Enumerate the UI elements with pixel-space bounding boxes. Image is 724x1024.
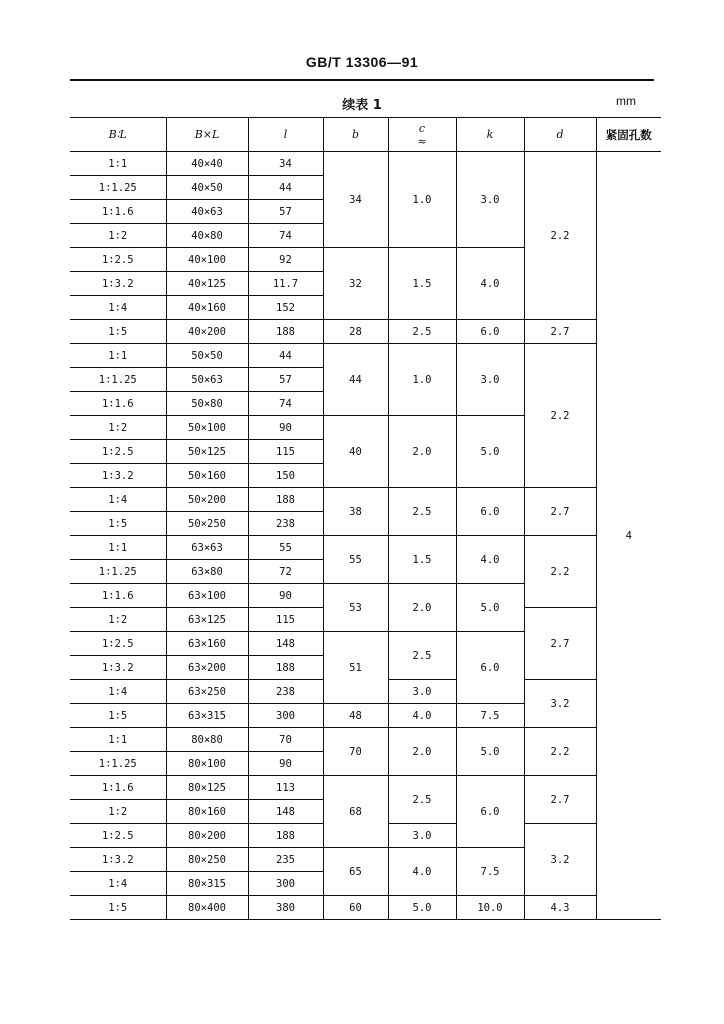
b-cell: 38 — [323, 488, 388, 536]
k-cell: 4.0 — [456, 248, 524, 320]
ratio-cell: 1∶2 — [70, 224, 166, 248]
k-cell: 10.0 — [456, 896, 524, 920]
b-cell: 65 — [323, 848, 388, 896]
c-cell: 4.0 — [388, 848, 456, 896]
col-header-k: k — [456, 118, 524, 152]
size-cell: 40×200 — [166, 320, 248, 344]
d-cell: 2.7 — [524, 776, 596, 824]
l-cell: 238 — [248, 512, 323, 536]
size-cell: 80×125 — [166, 776, 248, 800]
ratio-cell: 1∶3.2 — [70, 848, 166, 872]
l-cell: 57 — [248, 200, 323, 224]
size-cell: 80×250 — [166, 848, 248, 872]
size-cell: 80×100 — [166, 752, 248, 776]
b-cell: 60 — [323, 896, 388, 920]
l-cell: 72 — [248, 560, 323, 584]
l-cell: 188 — [248, 488, 323, 512]
ratio-cell: 1∶1.6 — [70, 200, 166, 224]
b-cell: 68 — [323, 776, 388, 848]
d-cell: 2.2 — [524, 344, 596, 488]
b-cell: 53 — [323, 584, 388, 632]
table-caption: 续表 1 — [342, 98, 382, 113]
l-cell: 150 — [248, 464, 323, 488]
size-cell: 40×50 — [166, 176, 248, 200]
ratio-cell: 1∶2.5 — [70, 440, 166, 464]
size-cell: 50×200 — [166, 488, 248, 512]
c-cell: 2.5 — [388, 632, 456, 680]
b-cell: 40 — [323, 416, 388, 488]
d-cell: 2.7 — [524, 488, 596, 536]
d-cell: 2.7 — [524, 608, 596, 680]
l-cell: 188 — [248, 320, 323, 344]
c-cell: 4.0 — [388, 704, 456, 728]
k-cell: 5.0 — [456, 416, 524, 488]
col-header-b: b — [323, 118, 388, 152]
b-cell: 48 — [323, 704, 388, 728]
col-header-c — [388, 118, 456, 152]
k-cell: 7.5 — [456, 704, 524, 728]
ratio-cell: 1∶1 — [70, 344, 166, 368]
k-cell: 7.5 — [456, 848, 524, 896]
table-row — [70, 776, 661, 800]
d-cell: 3.2 — [524, 680, 596, 728]
d-cell: 3.2 — [524, 824, 596, 896]
ratio-cell: 1∶3.2 — [70, 272, 166, 296]
size-cell: 50×125 — [166, 440, 248, 464]
table-row — [70, 536, 661, 560]
header-rule — [70, 79, 654, 81]
c-cell: 1.0 — [388, 152, 456, 248]
size-cell: 50×100 — [166, 416, 248, 440]
b-cell: 34 — [323, 152, 388, 248]
ratio-cell: 1∶1.6 — [70, 776, 166, 800]
l-cell: 188 — [248, 824, 323, 848]
ratio-cell: 1∶1.25 — [70, 560, 166, 584]
ratio-cell: 1∶5 — [70, 704, 166, 728]
l-cell: 188 — [248, 656, 323, 680]
size-cell: 50×80 — [166, 392, 248, 416]
k-cell: 3.0 — [456, 344, 524, 416]
l-cell: 44 — [248, 176, 323, 200]
l-cell: 34 — [248, 152, 323, 176]
ratio-cell: 1∶3.2 — [70, 464, 166, 488]
table-body — [70, 152, 661, 920]
l-cell: 74 — [248, 392, 323, 416]
b-cell: 51 — [323, 632, 388, 704]
ratio-cell: 1∶2.5 — [70, 632, 166, 656]
ratio-cell: 1∶3.2 — [70, 656, 166, 680]
l-cell: 115 — [248, 608, 323, 632]
size-cell: 50×63 — [166, 368, 248, 392]
b-cell: 32 — [323, 248, 388, 320]
ratio-cell: 1∶2 — [70, 608, 166, 632]
l-cell: 380 — [248, 896, 323, 920]
d-cell: 2.7 — [524, 320, 596, 344]
b-cell: 55 — [323, 536, 388, 584]
c-cell: 2.5 — [388, 488, 456, 536]
c-cell: 1.5 — [388, 536, 456, 584]
c-cell: 2.0 — [388, 728, 456, 776]
ratio-cell: 1∶1.6 — [70, 392, 166, 416]
table-row — [70, 896, 661, 920]
b-cell: 28 — [323, 320, 388, 344]
size-cell: 80×400 — [166, 896, 248, 920]
size-cell: 80×315 — [166, 872, 248, 896]
k-cell: 3.0 — [456, 152, 524, 248]
ratio-cell: 1∶4 — [70, 296, 166, 320]
size-cell: 40×125 — [166, 272, 248, 296]
l-cell: 57 — [248, 368, 323, 392]
ratio-cell: 1∶2.5 — [70, 824, 166, 848]
l-cell: 148 — [248, 632, 323, 656]
ratio-cell: 1∶4 — [70, 872, 166, 896]
col-header-d: d — [524, 118, 596, 152]
l-cell: 44 — [248, 344, 323, 368]
size-cell: 63×100 — [166, 584, 248, 608]
size-cell: 80×200 — [166, 824, 248, 848]
d-cell: 4.3 — [524, 896, 596, 920]
size-cell: 80×80 — [166, 728, 248, 752]
k-cell: 6.0 — [456, 632, 524, 704]
ratio-cell: 1∶1 — [70, 152, 166, 176]
ratio-cell: 1∶2 — [70, 800, 166, 824]
k-cell: 4.0 — [456, 536, 524, 584]
ratio-cell: 1∶1.25 — [70, 752, 166, 776]
l-cell: 90 — [248, 416, 323, 440]
size-cell: 63×160 — [166, 632, 248, 656]
k-cell: 5.0 — [456, 584, 524, 632]
holes-cell: 4 — [596, 152, 661, 920]
ratio-cell: 1∶1.25 — [70, 176, 166, 200]
l-cell: 74 — [248, 224, 323, 248]
table-row — [70, 152, 661, 176]
size-cell: 63×63 — [166, 536, 248, 560]
d-cell: 2.2 — [524, 152, 596, 320]
unit-label: mm — [616, 94, 636, 108]
l-cell: 113 — [248, 776, 323, 800]
k-cell: 6.0 — [456, 488, 524, 536]
standard-number-header: GB/T 13306—91 — [305, 54, 419, 70]
c-cell: 1.0 — [388, 344, 456, 416]
b-cell: 44 — [323, 344, 388, 416]
size-cell: 63×200 — [166, 656, 248, 680]
table-row — [70, 344, 661, 368]
size-cell: 63×250 — [166, 680, 248, 704]
l-cell: 70 — [248, 728, 323, 752]
size-cell: 63×315 — [166, 704, 248, 728]
size-cell: 80×160 — [166, 800, 248, 824]
ratio-cell: 1∶2.5 — [70, 248, 166, 272]
col-header-c-symbol: c — [418, 121, 426, 135]
l-cell: 92 — [248, 248, 323, 272]
size-cell: 50×160 — [166, 464, 248, 488]
ratio-cell: 1∶5 — [70, 896, 166, 920]
ratio-cell: 1∶1 — [70, 536, 166, 560]
col-header-l: l — [248, 118, 323, 152]
size-cell: 63×125 — [166, 608, 248, 632]
c-cell: 2.5 — [388, 320, 456, 344]
col-header-c-approx: ≈ — [417, 134, 427, 148]
l-cell: 90 — [248, 752, 323, 776]
ratio-cell: 1∶5 — [70, 512, 166, 536]
table-row — [70, 320, 661, 344]
c-cell: 2.5 — [388, 776, 456, 824]
ratio-cell: 1∶1.6 — [70, 584, 166, 608]
col-header-ratio: B∶L — [70, 118, 166, 152]
dimensions-table — [70, 117, 661, 920]
k-cell: 6.0 — [456, 776, 524, 848]
size-cell: 40×80 — [166, 224, 248, 248]
l-cell: 235 — [248, 848, 323, 872]
d-cell: 2.2 — [524, 728, 596, 776]
b-cell: 70 — [323, 728, 388, 776]
c-cell: 3.0 — [388, 680, 456, 704]
l-cell: 152 — [248, 296, 323, 320]
l-cell: 55 — [248, 536, 323, 560]
table-row — [70, 488, 661, 512]
ratio-cell: 1∶1.25 — [70, 368, 166, 392]
l-cell: 90 — [248, 584, 323, 608]
l-cell: 11.7 — [248, 272, 323, 296]
col-header-size: B×L — [166, 118, 248, 152]
size-cell: 40×160 — [166, 296, 248, 320]
ratio-cell: 1∶4 — [70, 488, 166, 512]
header-row — [70, 118, 661, 152]
size-cell: 40×40 — [166, 152, 248, 176]
l-cell: 300 — [248, 872, 323, 896]
col-header-holes: 紧固孔数 — [596, 118, 661, 152]
size-cell: 40×63 — [166, 200, 248, 224]
size-cell: 50×50 — [166, 344, 248, 368]
ratio-cell: 1∶5 — [70, 320, 166, 344]
size-cell: 40×100 — [166, 248, 248, 272]
k-cell: 6.0 — [456, 320, 524, 344]
l-cell: 115 — [248, 440, 323, 464]
k-cell: 5.0 — [456, 728, 524, 776]
c-cell: 2.0 — [388, 584, 456, 632]
l-cell: 300 — [248, 704, 323, 728]
c-cell: 3.0 — [388, 824, 456, 848]
size-cell: 63×80 — [166, 560, 248, 584]
size-cell: 50×250 — [166, 512, 248, 536]
ratio-cell: 1∶4 — [70, 680, 166, 704]
c-cell: 1.5 — [388, 248, 456, 320]
d-cell: 2.2 — [524, 536, 596, 608]
table-row — [70, 728, 661, 752]
c-cell: 5.0 — [388, 896, 456, 920]
ratio-cell: 1∶1 — [70, 728, 166, 752]
c-cell: 2.0 — [388, 416, 456, 488]
ratio-cell: 1∶2 — [70, 416, 166, 440]
l-cell: 238 — [248, 680, 323, 704]
l-cell: 148 — [248, 800, 323, 824]
